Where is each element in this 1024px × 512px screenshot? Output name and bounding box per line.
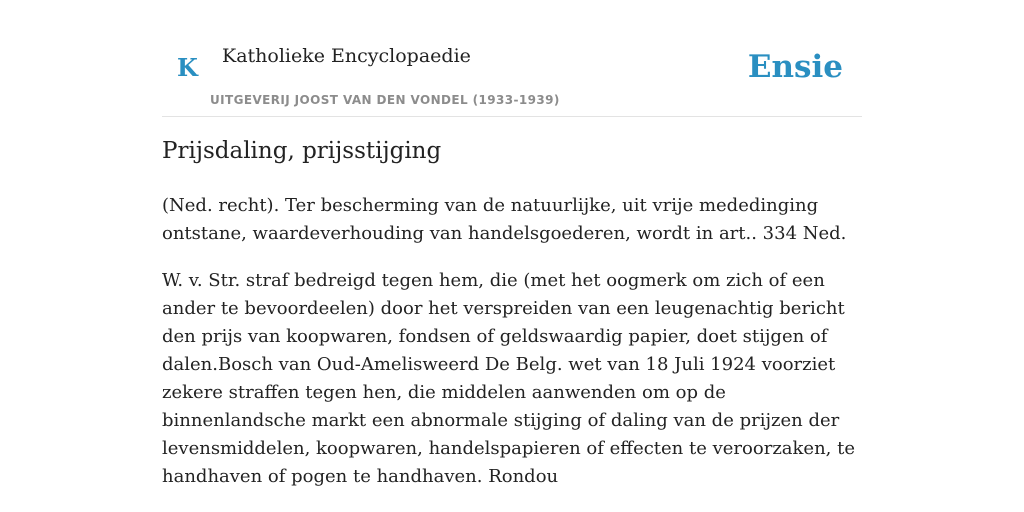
article-title: Prijsdaling, prijsstijging [162, 138, 442, 164]
article-paragraph: (Ned. recht). Ter bescherming van de natuurlijke, uit vrije mededinging ontstane, waardeverhouding van handelsgoederen, wordt in art.. 334 Ned. [162, 195, 847, 244]
publisher-label: UITGEVERIJ JOOST VAN DEN VONDEL (1933-1939) [210, 93, 560, 107]
article-paragraph: W. v. Str. straf bedreigd tegen hem, die (met het oogmerk om zich of een ander te bevoordeelen) door het verspreiden van een leugenachtig bericht den prijs van koopwaren, fondsen of geldswaardig papier, doet stijgen of dalen.Bosch van Oud-Amelisweerd De Belg. wet van 18 Juli 1924 voorziet zekere straffen tegen hen, die middelen aanwenden om op de binnenlandsche markt een abnormale stijging of daling van de prijzen der levensmiddelen, koopwaren, handelspapieren of effecten te veroorzaken, te handhaven of pogen te handhaven. Rondou [162, 270, 856, 487]
encyclopedia-title: Katholieke Encyclopaedie [222, 45, 471, 67]
ensie-brand-link[interactable]: Ensie [747, 49, 843, 85]
site-header [162, 0, 862, 117]
page-container [162, 0, 862, 487]
encyclopedia-logo[interactable]: K [177, 53, 198, 82]
